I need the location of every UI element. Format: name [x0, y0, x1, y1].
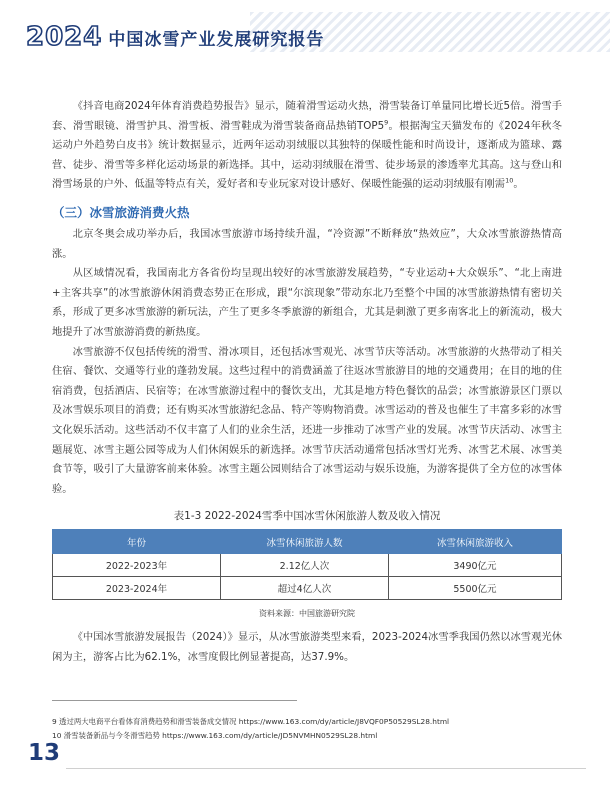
section-heading: （三）冰雪旅游消费火热	[52, 204, 190, 220]
table-cell: 2022-2023年	[53, 554, 221, 577]
intro-text-2: 。根据淘宝天猫发布的《2024年秋冬运动户外趋势白皮书》统计数据显示，近两年运动羽绒服以其独特的保暖性能和时尚设计，逐渐成为篮球、露营、徒步、滑雪等多样化运动场景的新选择。其中，运动羽绒服在滑雪、徒步场景的渗透率尤其高。这与登山和滑雪场景的户外、低温等特点有关，爱好者和专业玩家对设计感好、保暖性能强的运动羽绒服有刚需	[52, 119, 562, 191]
column-header-year: 年份	[53, 530, 221, 554]
closing-paragraph: 《中国冰雪旅游发展报告（2024）》显示，从冰雪旅游类型来看，2023-2024冰雪季我国仍然以冰雪观光休闲为主，游客占比为62.1%，冰雪度假比例显著提高，达37.9%。	[52, 631, 562, 663]
report-title-text: 中国冰雪产业发展研究报告	[108, 29, 325, 50]
table-row	[53, 577, 562, 600]
column-header-revenue: 冰雪休闲旅游收入	[388, 530, 561, 554]
tourism-table	[52, 529, 562, 600]
intro-text-3: 。	[513, 178, 524, 191]
table-cell: 5500亿元	[388, 577, 561, 600]
table-source: 资料来源：中国旅游研究院	[259, 609, 355, 619]
footer-divider	[66, 768, 586, 769]
table-cell: 3490亿元	[388, 554, 561, 577]
report-title	[26, 20, 324, 54]
table-caption: 表1-3 2022-2024雪季中国冰雪休闲旅游人数及收入情况	[173, 510, 441, 523]
paragraph: 北京冬奥会成功举办后，我国冰雪旅游市场持续升温，“冷资源”不断释放“热效应”，大众冰雪旅游热情高涨。	[52, 227, 562, 260]
footnote-9[interactable]: 9 透过两大电商平台看体育消费趋势和滑雪装备成交情况 https://www.163.com/dy/article/J8VQF0P50529SL28.html	[52, 717, 450, 726]
page-header	[0, 0, 610, 62]
intro-paragraph	[52, 97, 562, 195]
main-content	[52, 97, 562, 667]
footnote-ref-10[interactable]: 10	[505, 176, 514, 185]
intro-text-1: 《抖音电商2024年体育消费趋势报告》显示，随着滑雪运动火热，滑雪装备订单量同比增长近5倍。滑雪手套、滑雪眼镜、滑雪护具、滑雪板、滑雪鞋成为滑雪装备商品热销TOP5	[52, 100, 562, 132]
table-cell: 2.12亿人次	[220, 554, 388, 577]
table-row	[53, 554, 562, 577]
table-cell: 2023-2024年	[53, 577, 221, 600]
footnote-ref-9[interactable]: 9	[384, 118, 389, 127]
report-year: 2024	[26, 22, 103, 52]
table-cell: 超过4亿人次	[220, 577, 388, 600]
paragraph: 冰雪旅游不仅包括传统的滑雪、滑冰项目，还包括冰雪观光、冰雪节庆等活动。冰雪旅游的火热带动了相关住宿、餐饮、交通等行业的蓬勃发展。这些过程中的消费涵盖了往返冰雪旅游目的地的交通费用；在目的地的住宿消费，包括酒店、民宿等；在冰雪旅游过程中的餐饮支出，尤其是地方特色餐饮的品尝；冰雪旅游景区门票以及冰雪娱乐项目的消费；还有购买冰雪旅游纪念品、特产等购物消费。冰雪运动的普及也催生了丰富多彩的冰雪文化娱乐活动。这些活动不仅丰富了人们的业余生活，还进一步推动了冰雪产业的发展。冰雪节庆活动、冰雪主题展览、冰雪主题公园等成为人们休闲娱乐的新选择。冰雪节庆活动通常包括冰雪灯光秀、冰雪艺术展、冰雪美食节等，吸引了大量游客前来体验。冰雪主题公园则结合了冰雪运动与娱乐设施，为游客提供了全方位的冰雪体验。	[52, 345, 562, 495]
table-header-row	[53, 530, 562, 554]
page-number: 13	[28, 740, 61, 766]
paragraph: 从区域情况看，我国南北方各省份均呈现出较好的冰雪旅游发展趋势，“专业运动+大众娱乐”、“北上南进+主客共享”的冰雪旅游休闲消费态势正在形成，跟“尔滨现象”带动东北乃至整个中国的冰雪旅游热情有密切关系，形成了更多冰雪旅游的新玩法，产生了更多冬季旅游的新组合，尤其是刺激了更多南客北上的新流动，极大地提升了冰雪旅游消费的新热度。	[52, 267, 562, 338]
footnotes	[52, 700, 572, 743]
footnote-10[interactable]: 10 滑雪装备新品与今冬滑雪趋势 https://www.163.com/dy/article/JD5NVMHN0529SL28.html	[52, 731, 378, 740]
column-header-visitors: 冰雪休闲旅游人数	[220, 530, 388, 554]
footnote-divider	[52, 700, 297, 701]
